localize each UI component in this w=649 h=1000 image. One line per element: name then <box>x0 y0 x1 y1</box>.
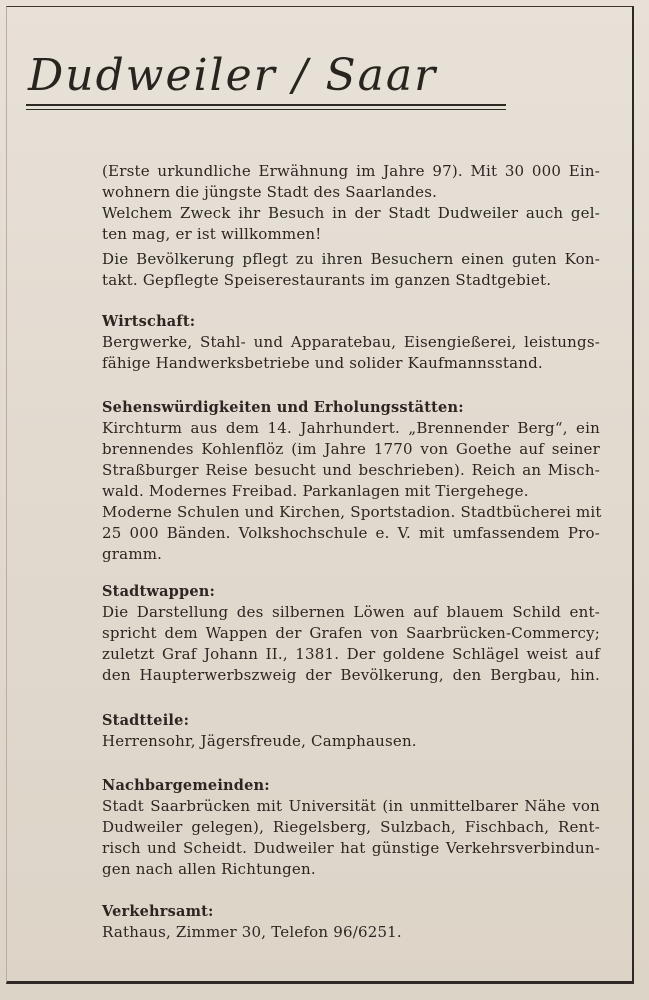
section-line: zuletzt Graf Johann II., 1381. Der goldene Schlägel weist auf <box>102 645 600 663</box>
section-line: Stadt Saarbrücken mit Universität (in unmittelbarer Nähe von <box>102 797 600 815</box>
intro-line: Welchem Zweck ihr Besuch in der Stadt Dudweiler auch gel- <box>102 204 600 222</box>
section-line: wald. Modernes Freibad. Parkanlagen mit Tiergehege. <box>102 482 529 500</box>
section-line: Kirchturm aus dem 14. Jahrhundert. „Brennender Berg“, ein <box>102 419 600 437</box>
title-underline-thin <box>26 109 506 110</box>
section-line: spricht dem Wappen der Grafen von Saarbrücken-Commercy; <box>102 624 600 642</box>
section-wirtschaft <box>102 311 600 374</box>
section-line: Herrensohr, Jägersfreude, Camphausen. <box>102 732 417 750</box>
section-heading: Nachbargemeinden: <box>102 777 270 794</box>
section-line: fähige Handwerksbetriebe und solider Kaufmannsstand. <box>102 354 543 372</box>
intro-line: takt. Gepflegte Speiserestaurants im ganzen Stadtgebiet. <box>102 271 552 289</box>
section-line: 25 000 Bänden. Volkshochschule e. V. mit umfassendem Pro- <box>102 524 600 542</box>
intro-line: Die Bevölkerung pflegt zu ihren Besuchern einen guten Kon- <box>102 250 600 268</box>
section-line: den Haupterwerbszweig der Bevölkerung, den Bergbau, hin. <box>102 666 600 684</box>
section-stadtteile <box>102 710 600 752</box>
section-line: risch und Scheidt. Dudweiler hat günstige Verkehrsverbindun- <box>102 839 600 857</box>
page-title: Dudweiler / Saar <box>28 50 438 101</box>
section-line: Bergwerke, Stahl- und Apparatebau, Eisengießerei, leistungs- <box>102 333 600 351</box>
section-heading: Stadtteile: <box>102 712 190 729</box>
section-nachbargemeinden <box>102 775 600 880</box>
section-verkehrsamt <box>102 901 600 943</box>
title-underline <box>26 104 506 106</box>
section-line: Die Darstellung des silbernen Löwen auf blauem Schild ent- <box>102 603 600 621</box>
section-line: brennendes Kohlenflöz (im Jahre 1770 von Goethe auf seiner <box>102 440 600 458</box>
section-heading: Wirtschaft: <box>102 313 196 330</box>
intro-line: ten mag, er ist willkommen! <box>102 225 322 243</box>
section-line: Dudweiler gelegen), Riegelsberg, Sulzbach, Fischbach, Rent- <box>102 818 600 836</box>
section-line: gen nach allen Richtungen. <box>102 860 316 878</box>
section-heading: Verkehrsamt: <box>102 903 214 920</box>
section-line: Rathaus, Zimmer 30, Telefon 96/6251. <box>102 923 402 941</box>
section-sehenswuerdigkeiten <box>102 397 600 565</box>
intro-paragraph <box>102 161 600 291</box>
intro-line: (Erste urkundliche Erwähnung im Jahre 97). Mit 30 000 Ein- <box>102 162 600 180</box>
section-heading: Stadtwappen: <box>102 583 216 600</box>
section-heading: Sehenswürdigkeiten und Erholungsstätten: <box>102 399 464 416</box>
section-line: Moderne Schulen und Kirchen, Sportstadion. Stadtbücherei mit <box>102 503 602 521</box>
section-line: gramm. <box>102 545 163 563</box>
intro-line: wohnern die jüngste Stadt des Saarlandes. <box>102 183 438 201</box>
section-stadtwappen <box>102 581 600 686</box>
section-line: Straßburger Reise besucht und beschrieben). Reich an Misch- <box>102 461 600 479</box>
